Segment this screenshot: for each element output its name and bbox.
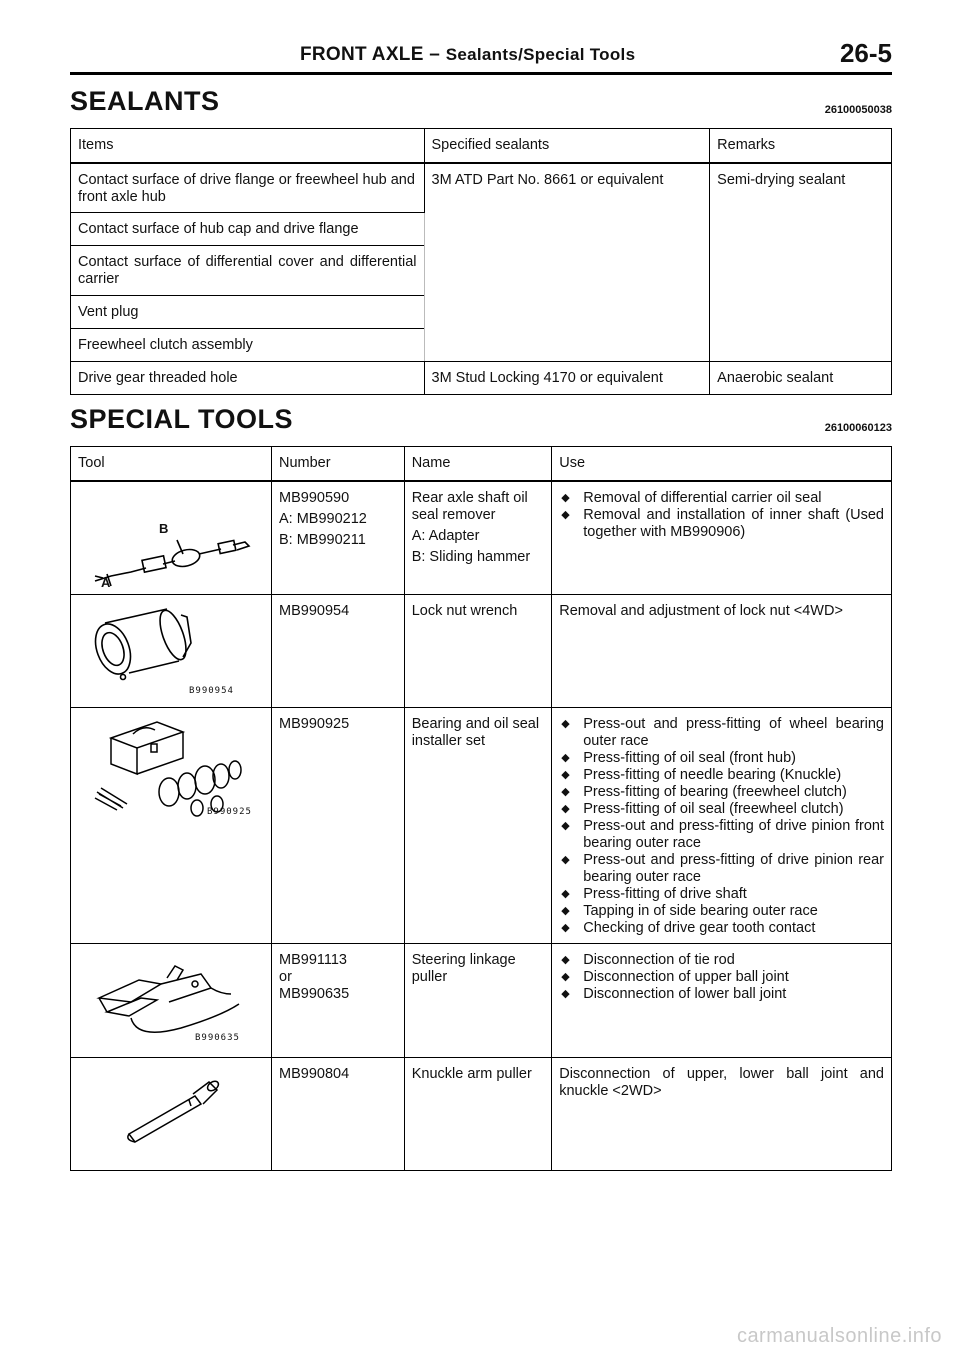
sealants-code: 26100050038 — [824, 104, 892, 116]
special-tools-code: 26100060123 — [824, 422, 892, 434]
table-row — [71, 481, 892, 595]
installer-set-illustration — [71, 708, 271, 820]
tool-number: MB990635 — [279, 986, 350, 1002]
tool-use: ◆ Press-fitting of bearing (freewheel clutch) — [559, 784, 884, 801]
table-header-row — [71, 447, 892, 481]
knuckle-arm-puller-drawing — [71, 1058, 271, 1170]
tool-number: B: MB990211 — [279, 531, 366, 548]
sealant-remark: Anaerobic sealant — [717, 370, 834, 386]
tool-number: MB991113 — [279, 952, 347, 968]
table-header-row — [71, 129, 892, 163]
sealants-heading-row — [70, 86, 892, 120]
illustration-caption: B990635 — [195, 1033, 240, 1043]
table-row — [71, 1058, 892, 1171]
column-header: Remarks — [717, 137, 776, 153]
tool-use: ◆ Press-out and press-fitting of wheel bearing outer race — [559, 716, 884, 750]
tool-number: MB990925 — [279, 716, 350, 732]
special-tools-heading: SPECIAL TOOLS — [70, 404, 294, 434]
tool-use: ◆ Press-out and press-fitting of drive pinion front bearing outer race — [559, 818, 884, 852]
tool-use: ◆ Removal of differential carrier oil seal — [559, 490, 884, 507]
tool-number: MB990804 — [279, 1066, 350, 1082]
table-row — [71, 944, 892, 1058]
tool-use: ◆ Press-fitting of oil seal (front hub) — [559, 750, 884, 767]
tool-use: ◆ Disconnection of tie rod — [559, 952, 884, 969]
tool-use: ◆ Removal and installation of inner shaft (Used together with MB990906) — [559, 507, 884, 541]
linkage-puller-illustration — [71, 944, 271, 1056]
sealant-remark: Semi-drying sealant — [717, 171, 846, 188]
tool-use: ◆ Press-fitting of needle bearing (Knuckle) — [559, 767, 884, 784]
footer-watermark: carmanualsonline.info — [736, 1325, 942, 1347]
sliding-hammer-illustration — [71, 482, 271, 594]
knuckle-arm-puller-illustration — [71, 1058, 271, 1170]
label-b: B — [159, 520, 169, 536]
sealants-table — [70, 128, 892, 395]
title-sub: Sealants/Special Tools — [445, 45, 636, 64]
column-header: Tool — [78, 455, 105, 471]
tool-name: Lock nut wrench — [411, 603, 518, 619]
label-a: A — [101, 574, 111, 590]
linkage-puller-drawing — [71, 944, 271, 1056]
sealant-item: Freewheel clutch assembly — [78, 337, 253, 353]
tool-number: MB990590 — [279, 489, 350, 506]
special-tools-heading-row — [70, 404, 892, 438]
tool-use: ◆ Checking of drive gear tooth contact — [559, 920, 884, 937]
tool-number: A: MB990212 — [279, 510, 367, 527]
tool-use: Disconnection of upper, lower ball joint and knuckle <2WD> — [559, 1066, 884, 1099]
page-header — [70, 38, 892, 75]
tool-use: Removal and adjustment of lock nut <4WD> — [559, 603, 843, 619]
lock-nut-wrench-illustration — [71, 595, 271, 707]
lock-nut-wrench-drawing — [71, 595, 271, 707]
tool-name: A: Adapter — [411, 527, 480, 544]
sealant-item: Drive gear threaded hole — [78, 370, 238, 386]
sealants-heading: SEALANTS — [70, 86, 220, 116]
tool-number: MB990954 — [279, 603, 350, 619]
tool-use: ◆ Disconnection of lower ball joint — [559, 986, 884, 1003]
column-header: Use — [559, 455, 586, 471]
title-separator: – — [429, 44, 441, 65]
tool-name: Bearing and oil seal installer set — [411, 716, 540, 749]
illustration-caption: B990954 — [189, 686, 234, 696]
table-row — [71, 362, 892, 395]
tool-name: Rear axle shaft oil seal remover — [411, 489, 528, 523]
page-title — [300, 44, 635, 66]
sealant-spec: 3M ATD Part No. 8661 or equivalent — [431, 171, 664, 188]
column-header: Name — [411, 455, 451, 471]
title-main: FRONT AXLE — [300, 44, 424, 65]
table-row — [71, 708, 892, 944]
tool-use: ◆ Press-fitting of drive shaft — [559, 886, 884, 903]
column-header: Items — [78, 137, 114, 153]
table-row — [71, 163, 892, 213]
special-tools-table — [70, 446, 892, 1171]
sealant-spec: 3M Stud Locking 4170 or equivalent — [431, 370, 663, 386]
column-header: Number — [279, 455, 331, 471]
sealant-item: Vent plug — [78, 304, 139, 320]
sealant-item: Contact surface of hub cap and drive flange — [78, 221, 359, 237]
sealant-item: Contact surface of differential cover and differential carrier — [78, 254, 417, 287]
tool-number: or — [279, 969, 292, 985]
table-row — [71, 595, 892, 708]
tool-name: B: Sliding hammer — [411, 548, 531, 565]
tool-name: Knuckle arm puller — [411, 1066, 532, 1082]
tool-name: Steering linkage puller — [411, 952, 516, 985]
column-header: Specified sealants — [431, 137, 550, 153]
tool-use: ◆ Press-out and press-fitting of drive pinion rear bearing outer race — [559, 852, 884, 886]
tool-use: ◆ Press-fitting of oil seal (freewheel clutch) — [559, 801, 884, 818]
page-number: 26-5 — [839, 38, 892, 68]
illustration-caption: B990925 — [207, 807, 252, 817]
sealant-item: Contact surface of drive flange or freewheel hub and front axle hub — [78, 171, 415, 205]
tool-use: ◆ Tapping in of side bearing outer race — [559, 903, 884, 920]
tool-use: ◆ Disconnection of upper ball joint — [559, 969, 884, 986]
